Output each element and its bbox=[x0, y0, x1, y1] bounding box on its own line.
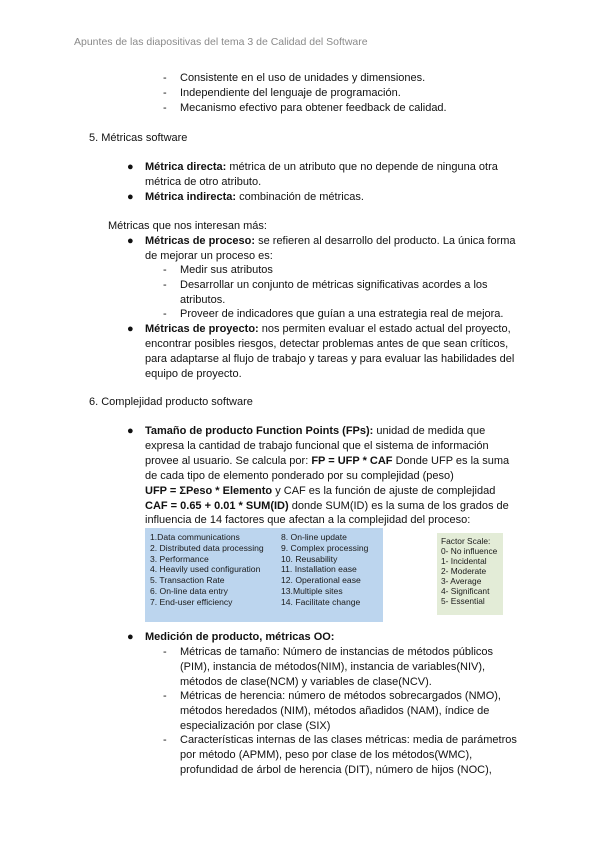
paragraph-line bbox=[145, 454, 509, 469]
term-label: Métrica indirecta: bbox=[145, 191, 237, 203]
factor-item: 10. Reusability bbox=[281, 553, 338, 564]
paragraph-line bbox=[145, 630, 334, 645]
paragraph-line: métrica de otro atributo. bbox=[145, 176, 262, 188]
factor-item: 9. Complex processing bbox=[281, 542, 369, 553]
term-label: Medición de producto, métricas OO: bbox=[145, 631, 335, 643]
bullet-marker: ● bbox=[127, 191, 134, 203]
factors-right-column bbox=[281, 532, 368, 608]
dash-marker: - bbox=[163, 279, 167, 291]
factor-item: 12. Operational ease bbox=[281, 575, 361, 586]
dash-marker: - bbox=[163, 264, 167, 276]
scale-item: 5- Essential bbox=[441, 596, 485, 606]
list-item: profundidad de árbol de herencia (DIT), número de hijos (NOC), bbox=[180, 764, 492, 776]
list-item: por método (APMM), peso por clase de los métodos(WMC), bbox=[180, 749, 473, 761]
paragraph-line: equipo de proyecto. bbox=[145, 368, 242, 380]
text-span: se refieren al desarrollo del producto. La única forma bbox=[255, 235, 516, 247]
list-item: métodos de clase(NCM) y variables de clase(NCV). bbox=[180, 676, 432, 688]
factor-item: 7. End-user efficiency bbox=[150, 596, 233, 607]
text-span: nos permiten evaluar el estado actual del proyecto, bbox=[258, 323, 511, 335]
dash-marker: - bbox=[163, 308, 167, 320]
factors-figure bbox=[145, 528, 383, 622]
dash-marker: - bbox=[163, 102, 167, 114]
scale-item: 2- Moderate bbox=[441, 566, 487, 576]
text-span: provee al usuario. Se calcula por: bbox=[145, 455, 312, 467]
text-span: combinación de métricas. bbox=[236, 191, 364, 203]
scale-item: 3- Average bbox=[441, 576, 482, 586]
list-item: Métricas de herencia: número de métodos sobrecargados (NMO), bbox=[180, 690, 501, 702]
paragraph-line: influencia de 14 factores que afectan a la complejidad del proceso: bbox=[145, 514, 471, 526]
paragraph-line: de cada tipo de elemento ponderado por su complejidad (peso) bbox=[145, 470, 454, 482]
paragraph-line: para adaptarse al flujo de trabajo y tareas y para evaluar las habilidades del bbox=[145, 353, 515, 365]
list-item: Medir sus atributos bbox=[180, 264, 273, 276]
bullet-marker: ● bbox=[127, 323, 134, 335]
dash-marker: - bbox=[163, 734, 167, 746]
factor-item: 1.Data communications bbox=[150, 532, 240, 542]
bullet-marker: ● bbox=[127, 425, 134, 437]
list-item: Mecanismo efectivo para obtener feedback de calidad. bbox=[180, 102, 447, 114]
term-label: Métricas de proceso: bbox=[145, 235, 256, 247]
text-span: unidad de medida que bbox=[373, 425, 486, 437]
section-heading: 6. Complejidad producto software bbox=[89, 396, 253, 408]
bullet-marker: ● bbox=[127, 161, 134, 173]
term-label: Métricas de proyecto: bbox=[145, 323, 259, 335]
factor-item: 5. Transaction Rate bbox=[150, 575, 225, 586]
list-item: Independiente del lenguaje de programación. bbox=[180, 87, 401, 99]
text-span: y CAF es la función de ajuste de complejidad bbox=[272, 485, 496, 497]
dash-marker: - bbox=[163, 646, 167, 658]
paragraph-line bbox=[145, 424, 485, 439]
page-header: Apuntes de las diapositivas del tema 3 de Calidad del Software bbox=[74, 36, 368, 48]
term-label: Métrica directa: bbox=[145, 161, 227, 173]
factor-scale-figure bbox=[437, 533, 503, 615]
scale-item: 4- Significant bbox=[441, 586, 490, 596]
list-item: atributos. bbox=[180, 294, 226, 306]
section-heading: 5. Métricas software bbox=[89, 132, 188, 144]
text-span: donde SUM(ID) es la suma de los grados de bbox=[288, 500, 509, 512]
paragraph-line bbox=[145, 499, 509, 514]
paragraph-line bbox=[145, 322, 511, 337]
factor-item: 2. Distributed data processing bbox=[150, 542, 264, 553]
list-item: métodos heredados (NIM), métodos añadidos (NAM), índice de bbox=[180, 705, 490, 717]
list-item: Consistente en el uso de unidades y dimensiones. bbox=[180, 72, 426, 84]
paragraph-line bbox=[145, 160, 498, 175]
formula-ufp: UFP = ΣPeso * Elemento bbox=[145, 485, 273, 497]
term-label: Tamaño de producto Function Points (FPs): bbox=[145, 425, 374, 437]
bullet-marker: ● bbox=[127, 235, 134, 247]
paragraph-line: de mejorar un proceso es: bbox=[145, 250, 273, 262]
text-span: Donde UFP es la suma bbox=[392, 455, 510, 467]
formula-fp: FP = UFP * CAF bbox=[311, 455, 393, 467]
factor-item: 14. Facilitate change bbox=[281, 596, 361, 607]
scale-item: 0- No influence bbox=[441, 546, 498, 556]
dash-marker: - bbox=[163, 72, 167, 84]
list-item: Métricas de tamaño: Número de instancias de métodos públicos bbox=[180, 646, 494, 658]
paragraph-line: Métricas que nos interesan más: bbox=[108, 220, 267, 232]
paragraph-line: expresa la cantidad de trabajo funcional que el sistema de información bbox=[145, 440, 489, 452]
dash-marker: - bbox=[163, 87, 167, 99]
factor-item: 3. Performance bbox=[150, 553, 209, 564]
text-span: métrica de un atributo que no depende de ninguna otra bbox=[226, 161, 498, 173]
list-item: especialización por clase (SIX) bbox=[180, 720, 331, 732]
factor-item: 11. Installation ease bbox=[281, 564, 357, 575]
list-item: Proveer de indicadores que guían a una estrategia real de mejora. bbox=[180, 308, 504, 320]
paragraph-line: encontrar posibles riesgos, detectar problemas antes de que sean críticos, bbox=[145, 338, 509, 350]
factor-item: 8. On-line update bbox=[281, 532, 347, 542]
list-item: Desarrollar un conjunto de métricas significativas acordes a los bbox=[180, 279, 488, 291]
factor-item: 4. Heavily used configuration bbox=[150, 564, 261, 575]
list-item: Características internas de las clases métricas: media de parámetros bbox=[180, 734, 517, 746]
factor-item: 6. On-line data entry bbox=[150, 585, 228, 596]
bullet-marker: ● bbox=[127, 631, 134, 643]
dash-marker: - bbox=[163, 690, 167, 702]
factors-left-column bbox=[150, 532, 264, 608]
paragraph-line bbox=[145, 484, 495, 499]
scale-item: 1- Incidental bbox=[441, 556, 487, 566]
list-item: (PIM), instancia de métodos(NIM), instancia de variables(NIV), bbox=[180, 661, 486, 673]
formula-caf: CAF = 0.65 + 0.01 * SUM(ID) bbox=[145, 500, 289, 512]
factor-item: 13.Multiple sites bbox=[281, 585, 343, 596]
scale-title: Factor Scale: bbox=[441, 536, 491, 546]
paragraph-line bbox=[145, 190, 364, 205]
paragraph-line bbox=[145, 234, 516, 249]
